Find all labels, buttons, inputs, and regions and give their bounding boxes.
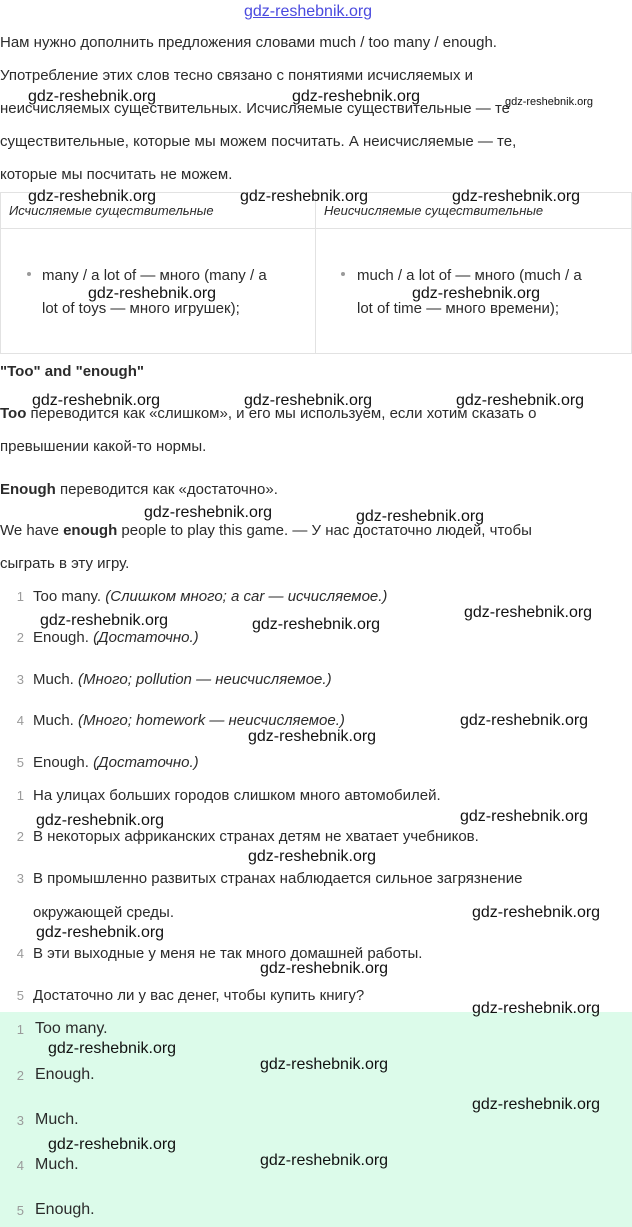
watermark: gdz-reshebnik.org [240, 188, 369, 205]
watermark: gdz-reshebnik.org [452, 188, 581, 205]
list-item: Much. (Много; homework — неисчисляемое.) [33, 712, 345, 729]
list-number: 5 [16, 755, 24, 770]
too-text: переводится как «слишком», и его мы используем, если хотим сказать о [26, 405, 537, 422]
list-item-cont: окружающей среды. [33, 904, 174, 921]
intro-line: существительные, которые мы можем посчитать. А неисчисляемые — те, [0, 133, 517, 150]
list-item: Much. (Много; pollution — неисчисляемое.) [33, 671, 332, 688]
intro-line: Употребление этих слов тесно связано с понятиями исчисляемых и [0, 67, 474, 84]
noun-comparison-table [0, 192, 632, 354]
watermark: gdz-reshebnik.org [472, 904, 601, 921]
watermark: gdz-reshebnik.org [356, 508, 485, 525]
intro-line: которые мы посчитать не можем. [0, 166, 233, 183]
list-item: В эти выходные у меня не так много домашней работы. [33, 945, 423, 962]
watermark: gdz-reshebnik.org [252, 616, 381, 633]
watermark: gdz-reshebnik.org [472, 1096, 601, 1113]
watermark: gdz-reshebnik.org [40, 612, 169, 629]
list-number: 2 [16, 829, 24, 844]
bullet-icon [341, 272, 345, 276]
intro-line: Нам нужно дополнить предложения словами much / too many / enough. [0, 34, 497, 51]
bullet-icon [27, 272, 31, 276]
watermark: gdz-reshebnik.org [144, 504, 273, 521]
example-sentence-cont: сыграть в эту игру. [0, 555, 130, 572]
site-watermark-link[interactable]: gdz-reshebnik.org [244, 3, 373, 20]
watermark: gdz-reshebnik.org [36, 924, 165, 941]
enough-word: Enough [0, 481, 56, 498]
watermark: gdz-reshebnik.org [32, 392, 161, 409]
answer-item: Much. [35, 1156, 79, 1173]
section-heading: "Too" and "enough" [0, 363, 144, 380]
list-number: 3 [16, 871, 24, 886]
watermark: gdz-reshebnik.org [456, 392, 585, 409]
list-number: 5 [16, 1203, 24, 1218]
cell-line: lot of time — много времени); [357, 300, 560, 317]
answer-item: Much. [35, 1111, 79, 1128]
watermark: gdz-reshebnik.org [244, 392, 373, 409]
watermark: gdz-reshebnik.org [505, 96, 594, 108]
example-pre: We have [0, 522, 64, 539]
intro-line: неисчисляемых существительных. Исчисляемые существительные — те [0, 100, 511, 117]
answer-item: Enough. [35, 1066, 95, 1083]
watermark: gdz-reshebnik.org [248, 728, 377, 745]
cell-line: lot of toys — много игрушек); [42, 300, 240, 317]
list-number: 4 [16, 1158, 24, 1173]
list-number: 3 [16, 1113, 24, 1128]
list-number: 1 [16, 1022, 24, 1037]
watermark: gdz-reshebnik.org [36, 812, 165, 829]
cell-line: much / a lot of — много (much / a [357, 267, 582, 284]
example-post: people to play this game. — У нас достаточно людей, чтобы [117, 522, 532, 539]
watermark: gdz-reshebnik.org [248, 848, 377, 865]
table-header-countable: Исчисляемые существительные [1, 193, 316, 229]
example-bold: enough [63, 522, 118, 539]
watermark: gdz-reshebnik.org [464, 604, 593, 621]
cell-line: many / a lot of — много (many / a [42, 267, 267, 284]
list-number: 2 [16, 630, 24, 645]
list-number: 1 [16, 589, 24, 604]
watermark: gdz-reshebnik.org [88, 285, 217, 302]
watermark: gdz-reshebnik.org [48, 1136, 177, 1153]
watermark: gdz-reshebnik.org [260, 960, 389, 977]
watermark: gdz-reshebnik.org [48, 1040, 177, 1057]
table-header-uncountable: Неисчисляемые существительные [316, 193, 632, 229]
too-word: Too [0, 405, 27, 422]
list-number: 3 [16, 672, 24, 687]
too-explanation-cont: превышении какой-то нормы. [0, 438, 207, 455]
watermark: gdz-reshebnik.org [292, 88, 421, 105]
list-item: Enough. (Достаточно.) [33, 754, 199, 771]
list-item: Too many. (Слишком много; a car — исчисляемое.) [33, 588, 388, 605]
list-number: 1 [16, 788, 24, 803]
watermark: gdz-reshebnik.org [460, 808, 589, 825]
watermark: gdz-reshebnik.org [260, 1152, 389, 1169]
watermark: gdz-reshebnik.org [260, 1056, 389, 1073]
list-item: Enough. (Достаточно.) [33, 629, 199, 646]
list-item: Достаточно ли у вас денег, чтобы купить книгу? [33, 987, 365, 1004]
answer-item: Too many. [35, 1020, 108, 1037]
watermark: gdz-reshebnik.org [28, 88, 157, 105]
watermark: gdz-reshebnik.org [28, 188, 157, 205]
list-number: 2 [16, 1068, 24, 1083]
enough-text: переводится как «достаточно». [55, 481, 278, 498]
watermark: gdz-reshebnik.org [460, 712, 589, 729]
answer-item: Enough. [35, 1201, 95, 1218]
list-item: На улицах больших городов слишком много автомобилей. [33, 787, 441, 804]
watermark: gdz-reshebnik.org [412, 285, 541, 302]
watermark: gdz-reshebnik.org [472, 1000, 601, 1017]
list-item: В промышленно развитых странах наблюдается сильное загрязнение [33, 870, 523, 887]
enough-explanation [0, 473, 278, 506]
list-number: 4 [16, 946, 24, 961]
list-item: В некоторых африканских странах детям не хватает учебников. [33, 828, 479, 845]
list-number: 5 [16, 988, 24, 1003]
list-number: 4 [16, 713, 24, 728]
